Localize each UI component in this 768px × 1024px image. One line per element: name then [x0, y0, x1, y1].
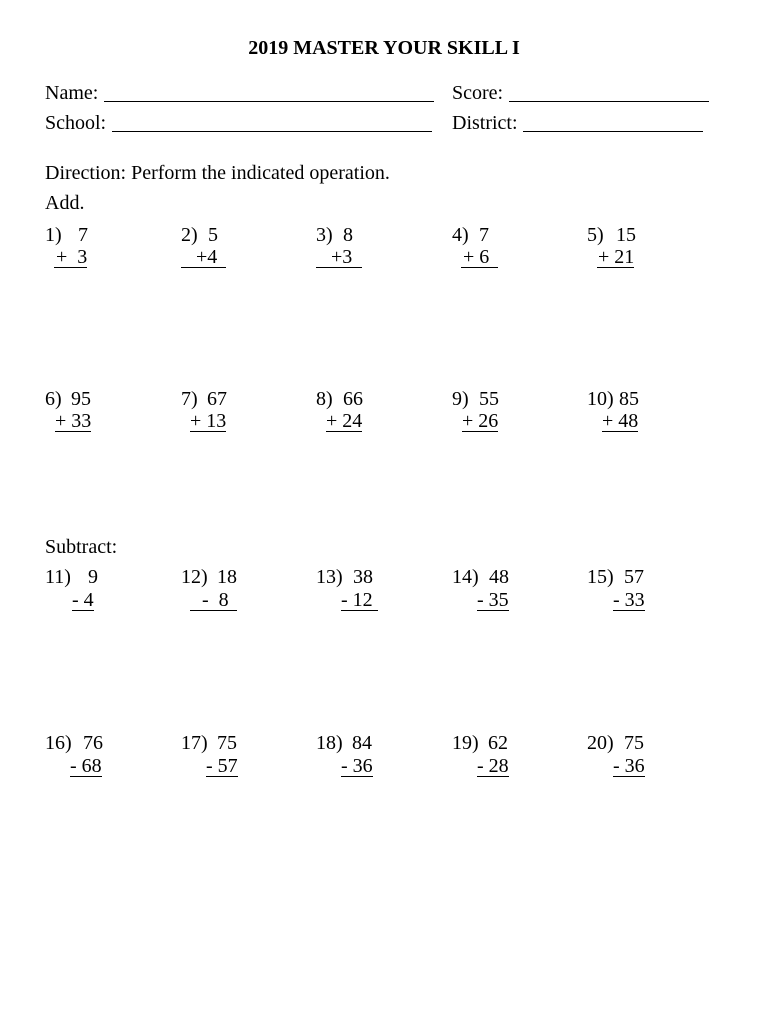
first-number: 75 — [624, 732, 644, 754]
first-number: 57 — [624, 566, 644, 588]
district-label: District: — [452, 112, 518, 134]
first-number: 7 — [479, 224, 489, 246]
problem-number: 10) — [587, 388, 614, 410]
first-number: 9 — [88, 566, 98, 588]
second-number-line: - 12 — [341, 590, 378, 611]
first-number: 15 — [616, 224, 636, 246]
first-number: 48 — [489, 566, 509, 588]
second-number-line: + 48 — [602, 410, 639, 432]
name-blank — [104, 101, 434, 102]
second-number-line: - 57 — [206, 755, 238, 777]
subtract-heading: Subtract: — [45, 536, 118, 558]
problem-14 — [452, 567, 582, 617]
second-number-line: - 36 — [341, 755, 373, 777]
first-number: 8 — [343, 224, 353, 246]
problem-9 — [452, 389, 582, 439]
second-number-line: - 28 — [477, 755, 509, 777]
problem-number: 5) — [587, 224, 604, 246]
first-number: 62 — [488, 732, 508, 754]
second-number-line: +3 — [316, 247, 362, 268]
first-number: 67 — [207, 388, 227, 410]
score-blank — [509, 101, 709, 102]
first-number: 38 — [353, 566, 373, 588]
problem-number: 19) — [452, 732, 479, 754]
first-number: 95 — [71, 388, 91, 410]
problem-number: 4) — [452, 224, 469, 246]
problem-number: 12) — [181, 566, 208, 588]
problem-15 — [587, 567, 717, 617]
name-label: Name: — [45, 82, 99, 104]
problem-2 — [181, 225, 311, 275]
second-number-line: + 26 — [462, 410, 499, 432]
problem-11 — [45, 567, 175, 617]
problem-18 — [316, 733, 446, 783]
first-number: 55 — [479, 388, 499, 410]
problem-number: 8) — [316, 388, 333, 410]
second-number-line: + 13 — [190, 410, 227, 432]
problem-number: 2) — [181, 224, 198, 246]
problem-number: 3) — [316, 224, 333, 246]
problem-number: 16) — [45, 732, 72, 754]
problem-number: 6) — [45, 388, 62, 410]
problem-4 — [452, 225, 582, 275]
second-number-line: - 4 — [72, 589, 94, 611]
second-number-line: - 8 — [190, 590, 237, 611]
first-number: 5 — [208, 224, 218, 246]
first-number: 66 — [343, 388, 363, 410]
problem-number: 7) — [181, 388, 198, 410]
problem-number: 15) — [587, 566, 614, 588]
first-number: 18 — [217, 566, 237, 588]
problem-3 — [316, 225, 446, 275]
problem-number: 18) — [316, 732, 343, 754]
problem-number: 17) — [181, 732, 208, 754]
problem-8 — [316, 389, 446, 439]
second-number-line: + 33 — [55, 410, 92, 432]
second-number-line: + 24 — [326, 410, 363, 432]
first-number: 85 — [619, 388, 639, 410]
problem-16 — [45, 733, 175, 783]
problem-7 — [181, 389, 311, 439]
problem-12 — [181, 567, 311, 617]
direction-text: Direction: Perform the indicated operation. — [45, 162, 390, 184]
problem-19 — [452, 733, 582, 783]
problem-number: 11) — [45, 566, 71, 588]
school-label: School: — [45, 112, 107, 134]
second-number-line: - 68 — [70, 755, 102, 777]
second-number-line: + 21 — [598, 246, 635, 268]
problem-13 — [316, 567, 446, 617]
problem-number: 9) — [452, 388, 469, 410]
problem-6 — [45, 389, 175, 439]
problem-number: 1) — [45, 224, 62, 246]
second-number-line: + 6 — [461, 247, 498, 268]
score-label: Score: — [452, 82, 504, 104]
problem-20 — [587, 733, 717, 783]
problem-17 — [181, 733, 311, 783]
problem-10 — [587, 389, 717, 439]
worksheet-title: 2019 MASTER YOUR SKILL I — [248, 37, 520, 59]
first-number: 84 — [352, 732, 372, 754]
second-number-line: - 35 — [477, 589, 509, 611]
second-number-line: +4 — [181, 247, 226, 268]
second-number-line: + 3 — [56, 246, 88, 268]
first-number: 7 — [78, 224, 88, 246]
problem-number: 20) — [587, 732, 614, 754]
second-number-line: - 36 — [613, 755, 645, 777]
add-heading: Add. — [45, 192, 85, 214]
first-number: 75 — [217, 732, 237, 754]
school-blank — [112, 131, 432, 132]
problem-1 — [45, 225, 175, 275]
district-blank — [523, 131, 703, 132]
first-number: 76 — [83, 732, 103, 754]
problem-number: 14) — [452, 566, 479, 588]
problem-5 — [587, 225, 717, 275]
problem-number: 13) — [316, 566, 343, 588]
second-number-line: - 33 — [613, 589, 645, 611]
